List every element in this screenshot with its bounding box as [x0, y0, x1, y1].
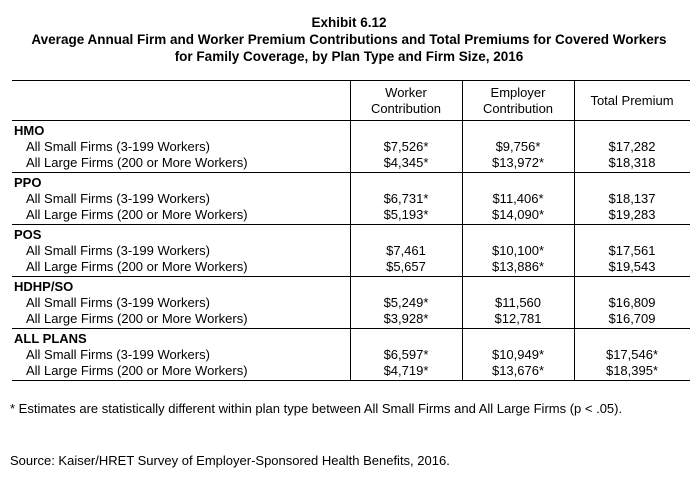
cell-total: $17,546* — [605, 347, 659, 362]
header-bottom-rule — [12, 120, 690, 121]
group-label-hmo: HMO — [14, 123, 45, 138]
cell-employer: $10,100* — [491, 243, 545, 258]
cell-employer: $11,560 — [494, 295, 542, 310]
cell-worker: $6,731* — [383, 191, 429, 206]
column-header-employer-line2: Contribution — [482, 101, 554, 116]
column-header-employer — [462, 85, 574, 117]
cell-worker: $7,461 — [386, 243, 426, 258]
group-divider — [12, 328, 690, 329]
table-bottom-rule — [12, 380, 690, 381]
cell-total: $17,282 — [608, 139, 656, 154]
cell-worker: $5,657 — [386, 259, 426, 274]
exhibit-number: Exhibit 6.12 — [311, 15, 387, 30]
group-label-ppo: PPO — [14, 175, 42, 190]
row-label: All Large Firms (200 or More Workers) — [26, 311, 248, 326]
cell-worker: $4,345* — [383, 155, 429, 170]
exhibit-title-line-1: Average Annual Firm and Worker Premium Contributions and Total Premiums for Covered Workers — [31, 32, 667, 47]
group-label-hdhp-so: HDHP/SO — [14, 279, 74, 294]
cell-total: $19,283 — [608, 207, 656, 222]
cell-employer: $14,090* — [491, 207, 545, 222]
group-divider — [12, 172, 690, 173]
row-label: All Large Firms (200 or More Workers) — [26, 207, 248, 222]
cell-worker: $5,249* — [383, 295, 429, 310]
column-divider-2 — [462, 80, 463, 380]
row-label: All Large Firms (200 or More Workers) — [26, 259, 248, 274]
group-label-pos: POS — [14, 227, 42, 242]
column-header-employer-line1: Employer — [490, 85, 546, 100]
row-label: All Large Firms (200 or More Workers) — [26, 363, 248, 378]
cell-worker: $4,719* — [383, 363, 429, 378]
source-note: Source: Kaiser/HRET Survey of Employer-Sponsored Health Benefits, 2016. — [10, 453, 450, 468]
row-label: All Small Firms (3-199 Workers) — [26, 347, 210, 362]
cell-total: $16,809 — [608, 295, 656, 310]
group-divider — [12, 224, 690, 225]
cell-employer: $11,406* — [492, 191, 544, 206]
table-top-rule — [12, 80, 690, 81]
cell-total: $18,318 — [608, 155, 656, 170]
group-divider — [12, 276, 690, 277]
column-header-worker-line1: Worker — [385, 85, 427, 100]
column-header-worker-line2: Contribution — [370, 101, 442, 116]
column-header-worker — [350, 85, 462, 117]
cell-employer: $13,676* — [491, 363, 545, 378]
asterisk-footnote: * Estimates are statistically different within plan type between All Small Firms and All Large Firms (p < .05). — [10, 401, 623, 416]
cell-employer: $10,949* — [491, 347, 545, 362]
cell-worker: $3,928* — [383, 311, 429, 326]
exhibit-title-line-2: for Family Coverage, by Plan Type and Firm Size, 2016 — [174, 49, 524, 64]
cell-worker: $7,526* — [383, 139, 429, 154]
row-label: All Small Firms (3-199 Workers) — [26, 243, 210, 258]
cell-total: $19,543 — [608, 259, 656, 274]
row-label: All Small Firms (3-199 Workers) — [26, 295, 210, 310]
cell-employer: $13,972* — [491, 155, 545, 170]
group-label-all-plans: ALL PLANS — [14, 331, 87, 346]
row-label: All Small Firms (3-199 Workers) — [26, 191, 210, 206]
row-label: All Small Firms (3-199 Workers) — [26, 139, 210, 154]
column-divider-1 — [350, 80, 351, 380]
cell-total: $17,561 — [608, 243, 656, 258]
cell-worker: $6,597* — [383, 347, 429, 362]
row-label: All Large Firms (200 or More Workers) — [26, 155, 248, 170]
cell-worker: $5,193* — [383, 207, 429, 222]
cell-total: $18,395* — [605, 363, 659, 378]
column-divider-3 — [574, 80, 575, 380]
cell-total: $18,137 — [608, 191, 656, 206]
cell-employer: $13,886* — [491, 259, 545, 274]
exhibit-title-block — [0, 14, 698, 65]
cell-employer: $12,781 — [494, 311, 542, 326]
cell-total: $16,709 — [608, 311, 656, 326]
column-header-total: Total Premium — [590, 93, 674, 108]
cell-employer: $9,756* — [495, 139, 541, 154]
